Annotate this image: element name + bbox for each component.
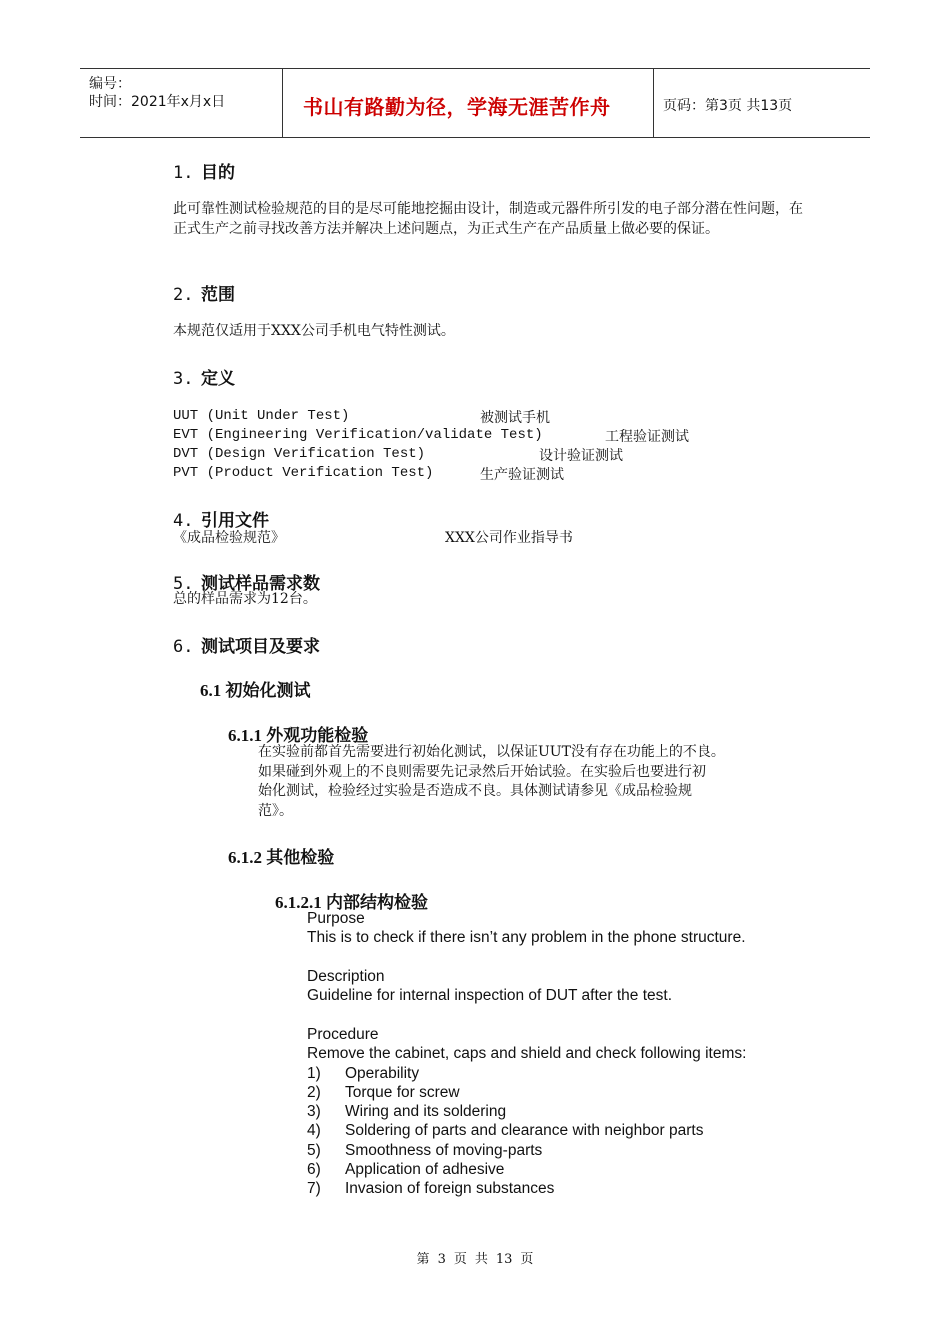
section-6-1-2-1-heading: 6.1.2.1 内部结构检验: [275, 893, 428, 912]
body-line: 范》。: [258, 802, 293, 819]
section-3-title: 定义: [201, 369, 235, 389]
section-6-1-1-heading: 6.1.1 外观功能检验: [228, 726, 369, 745]
footer-page-number: 3: [437, 1252, 446, 1267]
description-label: Description: [307, 968, 385, 985]
section-2-body: 本规范仅适用于XXX公司手机电气特性测试。: [173, 323, 455, 339]
definition-meaning: 设计验证测试: [539, 448, 623, 464]
page-label: 页码：第3页 共13页: [663, 98, 793, 114]
footer-text: 第: [416, 1252, 430, 1267]
reference-doc-2: XXX公司作业指导书: [445, 530, 573, 546]
section-2-number: 2.: [173, 285, 194, 305]
section-4-number: 4.: [173, 511, 194, 531]
list-item: Wiring and its soldering: [345, 1103, 507, 1120]
section-3-number: 3.: [173, 369, 194, 389]
footer-text: 页: [453, 1252, 467, 1267]
reference-row: [173, 527, 573, 547]
purpose-label: Purpose: [307, 910, 365, 927]
section-3-heading: [173, 364, 235, 389]
section-1-body: 此可靠性测试检验规范的目的是尽可能地挖掘由设计，制造或元器件所引发的电子部分潜在性问题，在正式生产之前寻找改善方法并解决上述问题点，为正式生产在产品质量上做必要的保证。: [173, 201, 803, 237]
page-footer: [0, 1248, 950, 1267]
definition-meaning: 生产验证测试: [480, 467, 564, 483]
section-6-heading: [173, 632, 320, 657]
list-item: Torque for screw: [345, 1084, 460, 1101]
body-line: 如果碰到外观上的不良则需要先记录然后开始试验。在实验后也要进行初: [258, 763, 706, 780]
header-info-cell: [80, 69, 283, 137]
footer-total-pages: 13: [495, 1252, 513, 1267]
purpose-text: This is to check if there isn’t any problem in the phone structure.: [307, 929, 746, 946]
header-motto-cell: [283, 69, 654, 137]
description-text: Guideline for internal inspection of DUT after the test.: [307, 987, 673, 1004]
list-item-number: 5): [307, 1142, 321, 1159]
definition-meaning: 工程验证测试: [605, 429, 689, 445]
reference-doc: 《成品检验规范》: [173, 530, 285, 546]
section-5-body: 总的样品需求为12台。: [173, 591, 317, 607]
definition-row: [173, 426, 689, 445]
motto: 书山有路勤为径，学海无涯苦作舟: [303, 95, 611, 119]
list-item-number: 4): [307, 1122, 321, 1139]
section-1-heading: [173, 158, 235, 183]
body-line: 始化测试，检验经过实验是否造成不良。具体测试请参见《成品检验规: [258, 783, 692, 799]
procedure-text: Remove the cabinet, caps and shield and check following items:: [307, 1045, 747, 1062]
definition-row: [173, 464, 564, 483]
footer-text: 共: [474, 1252, 488, 1267]
list-item: Operability: [345, 1065, 420, 1082]
list-item: Application of adhesive: [345, 1161, 505, 1178]
list-item: Soldering of parts and clearance with neighbor parts: [345, 1122, 704, 1139]
section-4-title: 引用文件: [201, 511, 269, 531]
definition-term: UUT (Unit Under Test): [173, 408, 350, 424]
section-6-1-1-body: [258, 743, 818, 821]
footer-text: 页: [520, 1252, 534, 1267]
definition-term: DVT (Design Verification Test): [173, 446, 426, 462]
list-item-number: 6): [307, 1161, 321, 1178]
list-item-number: 3): [307, 1103, 321, 1120]
list-item-number: 2): [307, 1084, 321, 1101]
code-label: 编号：: [89, 76, 131, 92]
section-1-number: 1.: [173, 163, 194, 183]
list-item-number: 7): [307, 1180, 321, 1197]
section-2-title: 范围: [201, 285, 235, 305]
definition-row: [173, 445, 623, 464]
body-line: 在实验前都首先需要进行初始化测试，以保证UUT没有存在功能上的不良。: [258, 744, 725, 760]
definition-term: PVT (Product Verification Test): [173, 465, 434, 481]
section-1-title: 目的: [201, 163, 235, 183]
section-2-heading: [173, 280, 235, 305]
list-item: Smoothness of moving-parts: [345, 1142, 543, 1159]
section-6-1-2-heading: 6.1.2 其他检验: [228, 848, 335, 867]
list-item-number: 1): [307, 1065, 321, 1082]
section-5-number: 5.: [173, 574, 194, 594]
section-5-title: 测试样品需求数: [201, 574, 320, 594]
section-6-number: 6.: [173, 637, 194, 657]
section-6-title: 测试项目及要求: [201, 637, 320, 657]
section-6-1-heading: 6.1 初始化测试: [200, 681, 311, 700]
time-label: 时间：2021年x月x日: [89, 94, 226, 110]
page-header: [80, 68, 870, 138]
definition-row: [173, 407, 550, 426]
procedure-label: Procedure: [307, 1026, 379, 1043]
list-item: Invasion of foreign substances: [345, 1180, 555, 1197]
definition-meaning: 被测试手机: [480, 410, 550, 426]
definition-term: EVT (Engineering Verification/validate Test): [173, 427, 543, 443]
